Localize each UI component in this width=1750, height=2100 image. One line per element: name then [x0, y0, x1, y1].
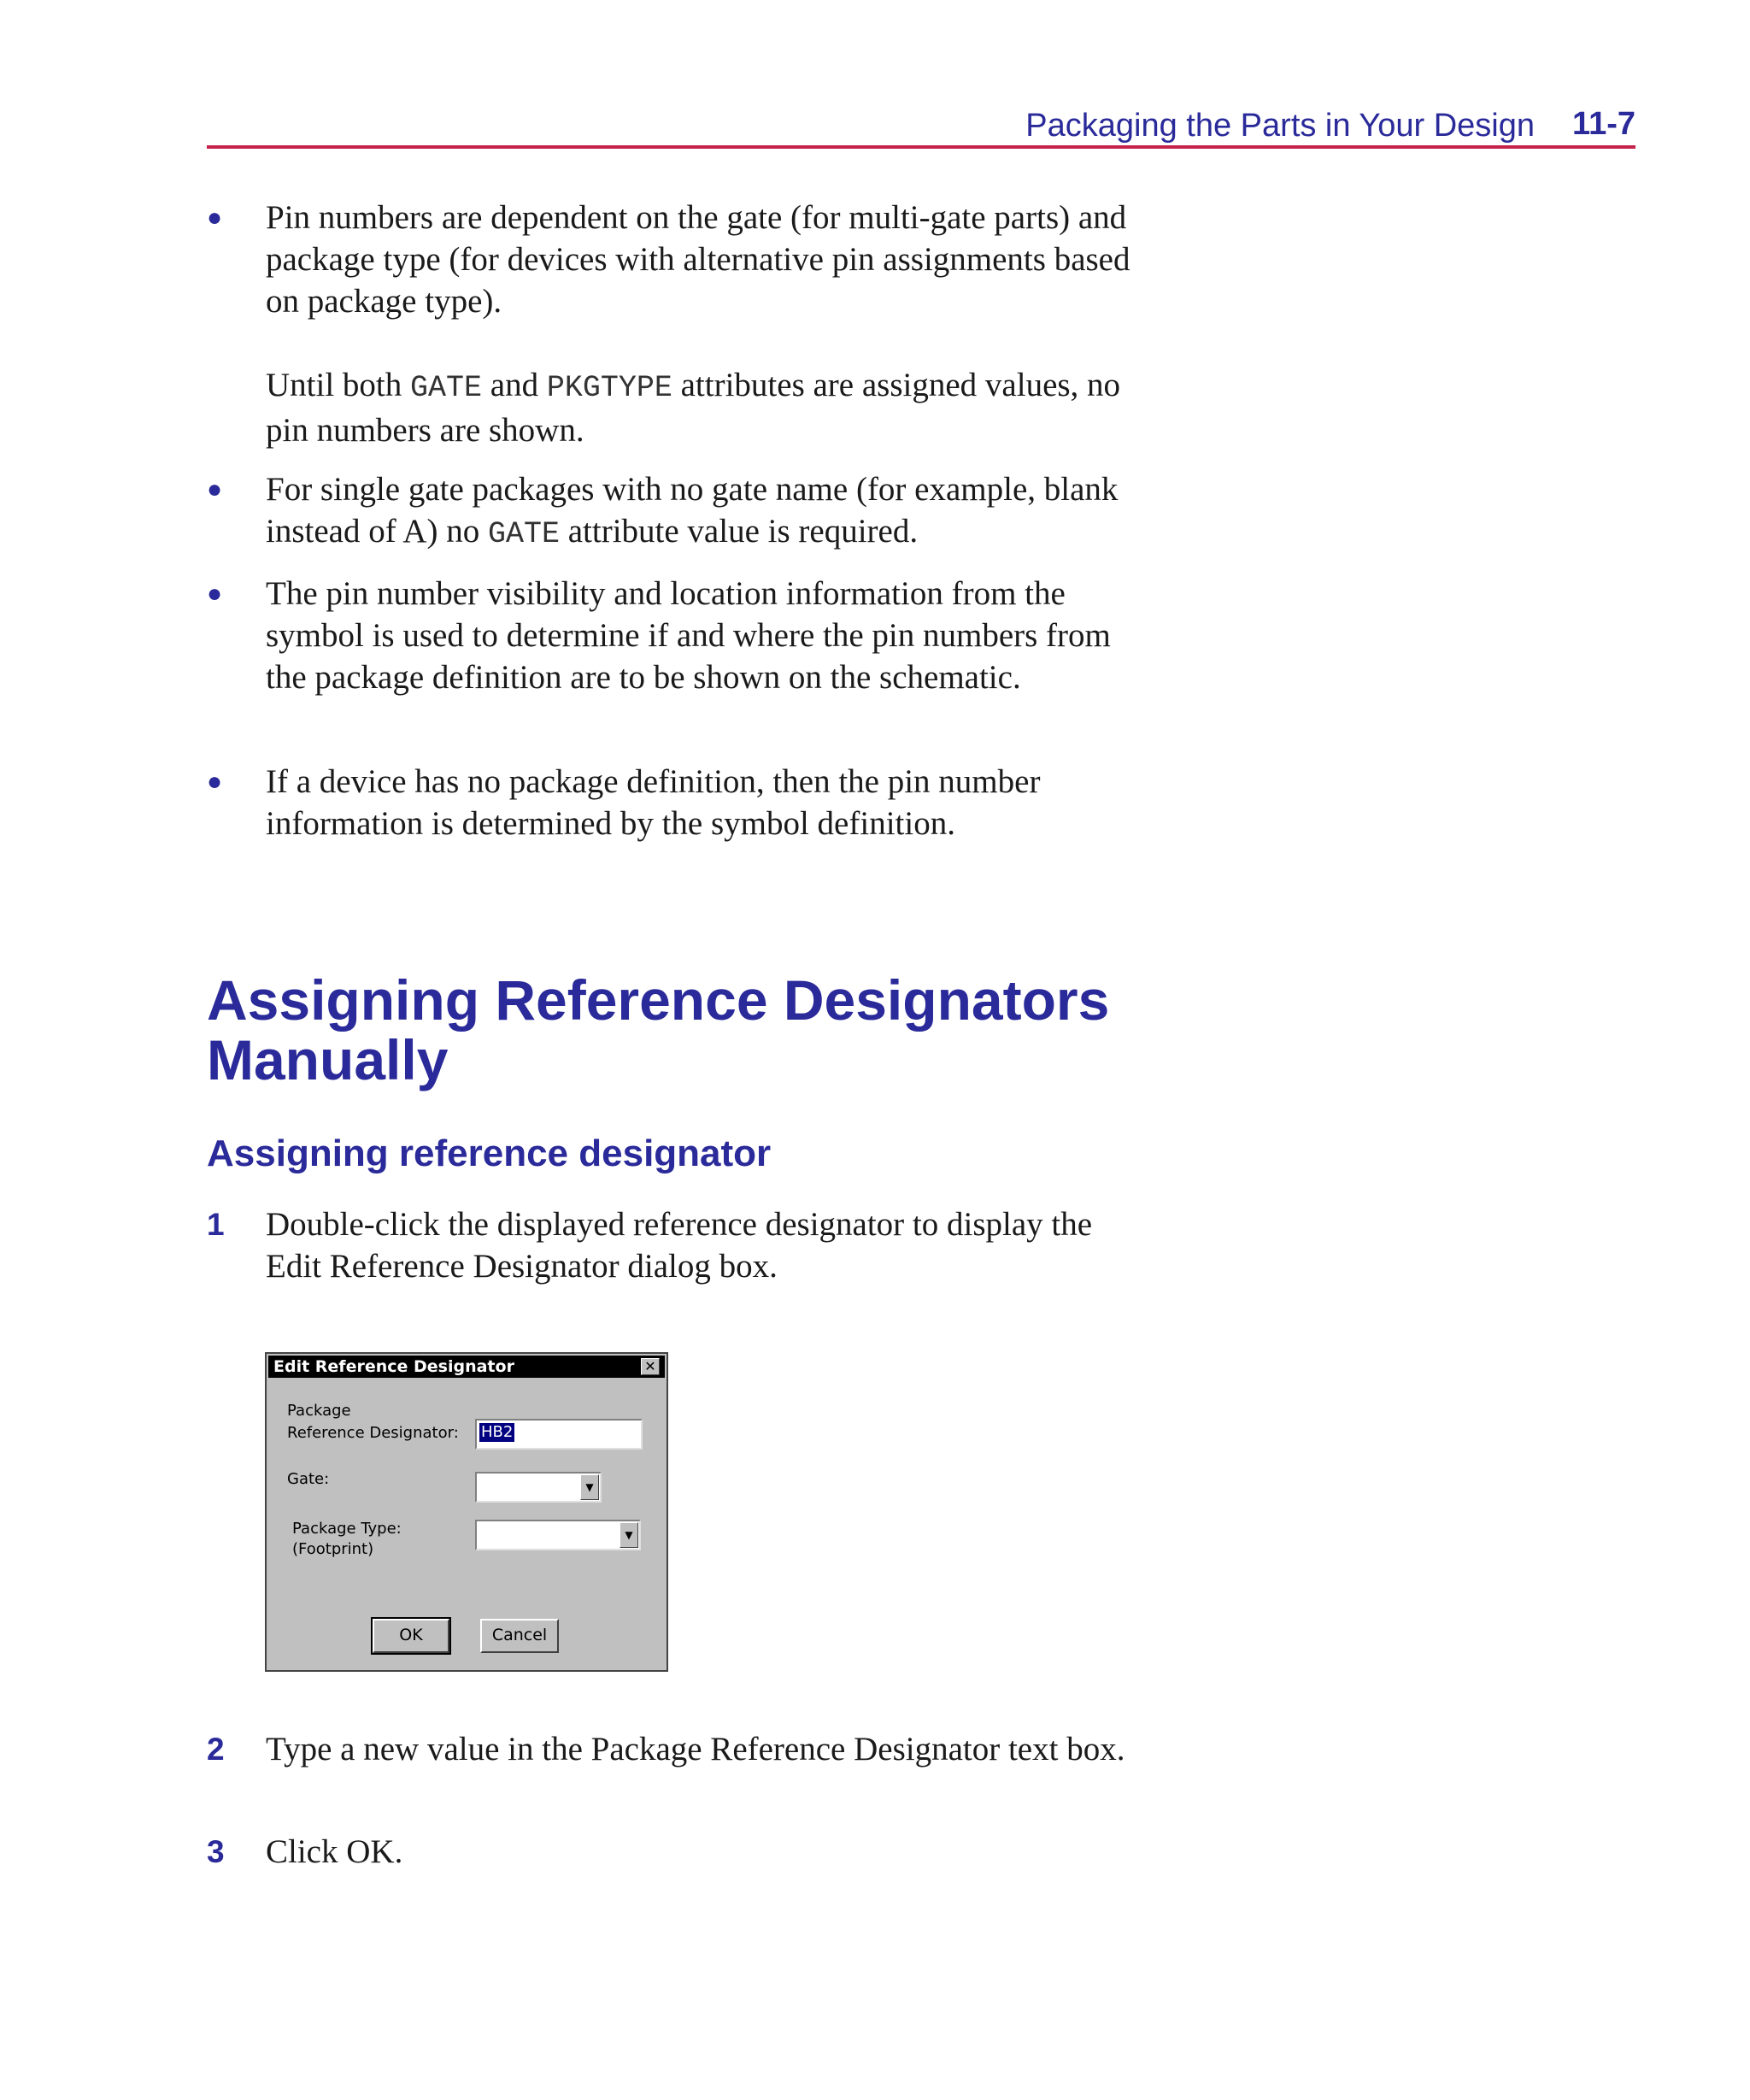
text-run: attributes are assigned values, no pin numbers are shown.	[266, 367, 1121, 449]
section-subtitle: Assigning reference designator	[207, 1132, 772, 1174]
gate-label: Gate:	[287, 1470, 330, 1488]
gate-select[interactable]	[475, 1472, 602, 1503]
code-gate: GATE	[487, 517, 560, 551]
ok-button[interactable]: OK	[373, 1619, 449, 1653]
edit-reference-designator-dialog	[265, 1352, 668, 1672]
step-text: Type a new value in the Package Reference Designator text box.	[266, 1731, 1125, 1768]
reference-designator-label: Reference Designator:	[287, 1424, 459, 1442]
step-number: 3	[207, 1834, 225, 1869]
cancel-button[interactable]: Cancel	[480, 1619, 559, 1653]
header-title: Packaging the Parts in Your Design	[1025, 108, 1535, 144]
bullet-marker: ●	[207, 203, 223, 232]
bullet-marker: ●	[207, 475, 223, 503]
dialog-titlebar	[268, 1356, 665, 1378]
bullet-text	[266, 468, 1154, 556]
bullet-continuation	[266, 364, 1154, 451]
step-text: Double-click the displayed reference designator to display the Edit Reference Designator dialog box.	[266, 1206, 1093, 1285]
code-gate: GATE	[410, 371, 483, 405]
footprint-label: (Footprint)	[292, 1540, 374, 1558]
package-label: Package	[287, 1402, 351, 1420]
step-number: 2	[207, 1732, 225, 1767]
bullet-marker: ●	[207, 579, 223, 608]
chevron-down-icon[interactable]: ▼	[580, 1474, 599, 1500]
dialog-title: Edit Reference Designator	[273, 1357, 514, 1376]
step-number: 1	[207, 1207, 225, 1242]
text-run: Until both	[266, 367, 411, 403]
running-header	[207, 103, 1635, 149]
reference-designator-input[interactable]	[475, 1419, 643, 1450]
page-number: 11-7	[1572, 106, 1635, 142]
text-run: For single gate packages with no gate name (for example, blank instead of A) no	[266, 471, 1119, 550]
package-type-select[interactable]	[475, 1520, 641, 1550]
close-icon[interactable]: ✕	[641, 1358, 660, 1375]
bullet-marker: ●	[207, 768, 223, 796]
bullet-text: If a device has no package definition, then the pin number information is determined by the symbol definition.	[266, 763, 1041, 842]
text-run: and	[482, 367, 547, 403]
reference-designator-value: HB2	[481, 1423, 514, 1441]
code-pkgtype: PKGTYPE	[546, 371, 672, 405]
text-run: attribute value is required.	[559, 513, 919, 550]
bullet-text: Pin numbers are dependent on the gate (for multi-gate parts) and package type (for devices with alternative pin assignments based on package type).	[266, 199, 1130, 320]
bullet-text: The pin number visibility and location information from the symbol is used to determine if and where the pin numbers from the package definition are to be shown on the schematic.	[266, 575, 1111, 696]
package-type-label: Package Type:	[292, 1520, 402, 1538]
step-text: Click OK.	[266, 1833, 403, 1870]
chevron-down-icon[interactable]: ▼	[620, 1522, 638, 1548]
section-title: Assigning Reference Designators Manually	[207, 968, 1110, 1091]
